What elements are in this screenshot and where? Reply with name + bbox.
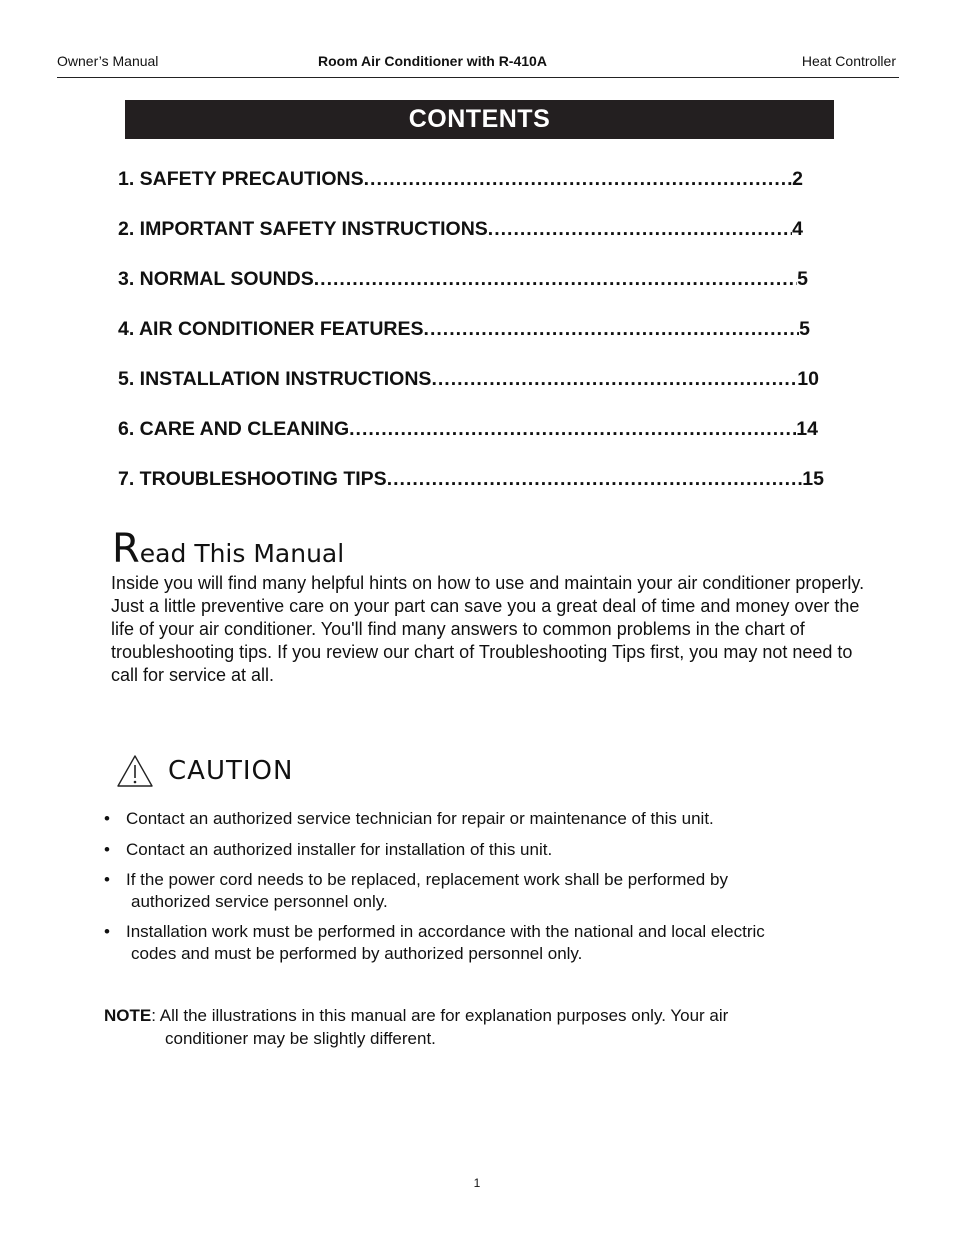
toc-entry-label: 1. SAFETY PRECAUTIONS [118, 168, 364, 190]
note-label: NOTE [104, 1006, 152, 1025]
toc-entry[interactable] [118, 268, 808, 294]
toc-entry-page: 5 [797, 268, 808, 290]
list-item-text: Contact an authorized installer for installation of this unit. [126, 840, 553, 859]
toc-leader-dots [431, 368, 797, 391]
toc-entry-label: 6. CARE AND CLEANING [118, 418, 350, 440]
header-right: Heat Controller [801, 53, 896, 69]
toc-entry[interactable] [118, 318, 810, 344]
header-title: Room Air Conditioner with R-410A [318, 53, 547, 69]
toc-leader-dots [314, 268, 797, 291]
read-manual-body: Inside you will find many helpful hints on how to use and maintain your air conditioner properly. Just a little preventive care on your part can save you a great deal of time and money over the life of your air conditioner. You'll find many answers to common problems in the chart of troubleshooting tips. If you review our chart of Troubleshooting Tips first, you may not need to call for service at all. [111, 573, 865, 685]
list-item-text: Installation work must be performed in accordance with the national and local electric [126, 922, 765, 941]
toc-leader-dots [488, 218, 792, 241]
toc-entry-label: 7. TROUBLESHOOTING TIPS [118, 468, 387, 490]
caution-title: CAUTION [168, 756, 294, 786]
toc-entry-label: 2. IMPORTANT SAFETY INSTRUCTIONS [118, 218, 488, 240]
toc-leader-dots [349, 418, 796, 441]
bullet-icon: • [104, 840, 110, 859]
list-item-text: Contact an authorized service technician for repair or maintenance of this unit. [126, 809, 714, 828]
bullet-icon: • [104, 870, 110, 889]
toc-entry-page: 4 [792, 218, 803, 240]
read-manual-initial: R [112, 526, 140, 572]
toc-entry-page: 10 [797, 368, 819, 390]
warning-triangle-icon [116, 754, 154, 788]
header-left: Owner’s Manual [57, 53, 159, 69]
caution-heading [116, 753, 293, 789]
toc-entry-label: 3. NORMAL SOUNDS [118, 268, 314, 290]
page-number: 1 [473, 1176, 481, 1190]
toc-leader-dots [364, 168, 793, 191]
toc-entry[interactable] [118, 368, 819, 394]
note-text-continued: conditioner may be slightly different. [165, 1029, 436, 1048]
toc-leader-dots [424, 318, 800, 341]
list-item-text-continued: codes and must be performed by authorized personnel only. [131, 944, 583, 963]
toc-leader-dots [387, 468, 803, 491]
toc-entry-page: 14 [796, 418, 818, 440]
toc-entry-label: 5. INSTALLATION INSTRUCTIONS [118, 368, 432, 390]
page-header [57, 53, 899, 78]
toc-entry-page: 5 [799, 318, 810, 340]
read-manual-title-rest: ead This Manual [139, 539, 345, 568]
toc-entry-page: 2 [792, 168, 803, 190]
bullet-icon: • [104, 922, 110, 941]
toc-entry-label: 4. AIR CONDITIONER FEATURES [118, 318, 424, 340]
read-manual-heading [112, 526, 344, 572]
bullet-icon: • [104, 809, 110, 828]
note-text: : All the illustrations in this manual are for explanation purposes only. Your air [151, 1006, 729, 1025]
toc-entry[interactable] [118, 468, 824, 494]
toc-entry[interactable] [118, 418, 818, 444]
toc-entry-page: 15 [802, 468, 824, 490]
note-paragraph [104, 1004, 864, 1050]
toc-entry[interactable] [118, 218, 803, 244]
toc-entry[interactable] [118, 168, 803, 194]
list-item-text-continued: authorized service personnel only. [131, 892, 388, 911]
contents-heading: CONTENTS [125, 100, 834, 139]
list-item-text: If the power cord needs to be replaced, replacement work shall be performed by [126, 870, 728, 889]
